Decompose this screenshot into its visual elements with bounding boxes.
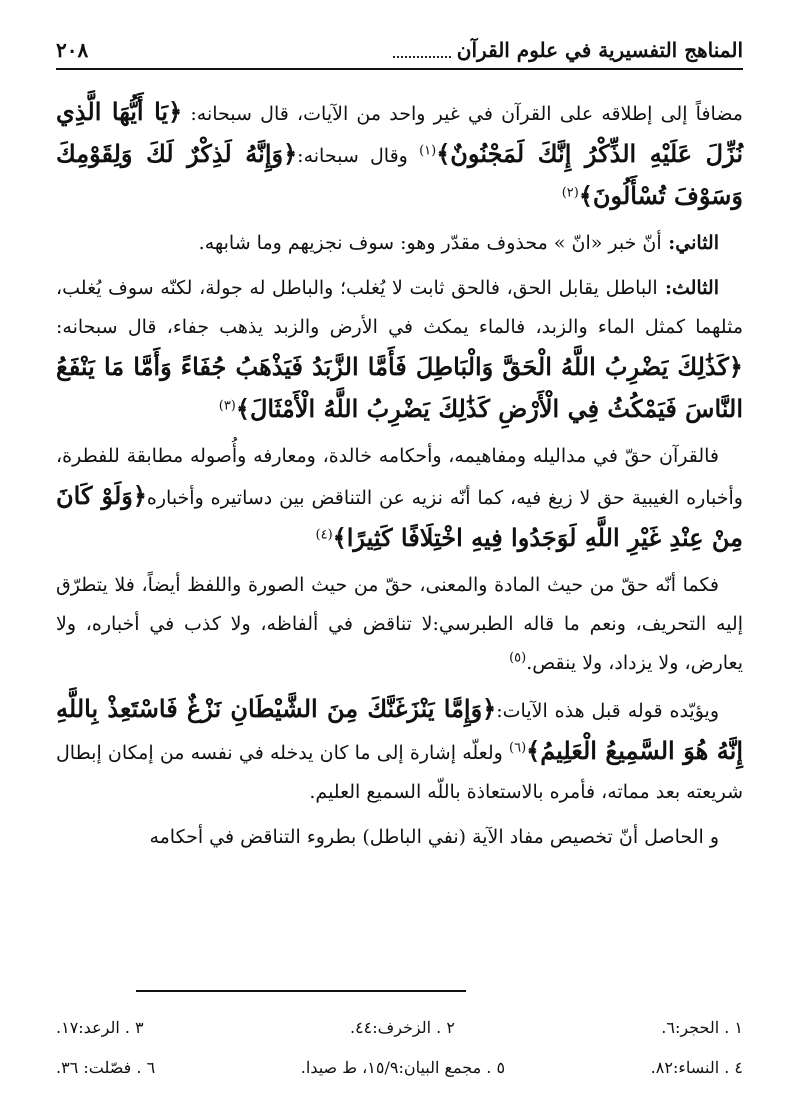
paragraph-text: فالقرآن حقّ في مداليله ومفاهيمه، وأحكامه خالدة، ومعارفه وأُصوله مطابقة للفطرة، وأخباره الغيبية حق لا زيغ فيه، كما أنّه نزيه عن التناقض بين دساتيره وأخباره xyxy=(56,445,743,509)
footnote-separator xyxy=(136,990,466,992)
paragraph-7 xyxy=(56,818,743,857)
quran-verse: ﴿وَلَوْ كَانَ مِنْ عِنْدِ غَيْرِ اللَّهِ لَوَجَدُوا فِيهِ اخْتِلَافًا كَثِيرًا﴾ xyxy=(56,481,743,552)
page-number: ٢٠٨ xyxy=(56,38,89,62)
footnote-ref: (٦) xyxy=(509,740,527,756)
page-header xyxy=(56,30,743,70)
footnote-2: ٢ . الزخرف:٤٤. xyxy=(349,1018,455,1037)
paragraph-3 xyxy=(56,269,743,431)
paragraph-2 xyxy=(56,224,743,263)
footnote-3: ٣ . الرعد:١٧. xyxy=(56,1018,144,1037)
paragraph-6 xyxy=(56,689,743,812)
footnote-ref: (٤) xyxy=(315,527,333,543)
footnote-1: ١ . الحجر:٦. xyxy=(661,1018,743,1037)
footnote-ref: (١) xyxy=(419,143,437,159)
paragraph-text: مضافاً إلى إطلاقه على القرآن في غير واحد من الآيات، قال سبحانه: xyxy=(182,103,743,125)
footnotes xyxy=(56,1008,743,1088)
footnote-ref: (٥) xyxy=(509,650,527,666)
paragraph-text: ويؤيّده قوله قبل هذه الآيات: xyxy=(496,700,719,722)
running-header xyxy=(387,36,743,64)
footnote-ref: (٢) xyxy=(561,185,579,201)
point-label: الثاني: xyxy=(661,232,719,254)
footnote-4: ٤ . النساء:٨٢. xyxy=(650,1058,743,1077)
paragraph-5 xyxy=(56,566,743,683)
quran-verse: ﴿يَا أَيُّهَا الَّذِي نُزِّلَ عَلَيْهِ الذِّكْرُ إِنَّكَ لَمَجْنُونٌ﴾ xyxy=(56,97,744,168)
paragraph-text: ولعلّه إشارة إلى ما كان يدخله في نفسه من إمكان إبطال شريعته بعد مماته، فأمره بالاستعاذة باللّه السميع العليم. xyxy=(56,742,743,803)
quran-verse: ﴿كَذَٰلِكَ يَضْرِبُ اللَّهُ الْحَقَّ وَالْبَاطِلَ فَأَمَّا الزَّبَدُ فَيَذْهَبُ جُفَاءً وَأَمَّا مَا يَنْفَعُ النَّاسَ فَيَمْكُثُ فِي الْأَرْضِ كَذَٰلِكَ يَضْرِبُ اللَّهُ الْأَمْثَالَ﴾ xyxy=(56,352,743,423)
page-body xyxy=(56,92,743,863)
paragraph-1 xyxy=(56,92,743,218)
paragraph-text: أنّ خبر «انّ » محذوف مقدّر وهو: سوف نجزيهم وما شابهه. xyxy=(198,232,662,254)
paragraph-text: الباطل يقابل الحق، فالحق ثابت لا يُغلب؛ والباطل له جولة، لكنّه سوف يُغلب، مثلهما كمثل الماء والزبد، فالماء يمكث في الأرض والزبد يذهب جفاء، قال سبحانه: xyxy=(56,277,743,338)
paragraph-text: فكما أنّه حقّ من حيث المادة والمعنى، حقّ من حيث الصورة واللفظ أيضاً، فلا يتطرّق إليه التحريف، ونعم ما قاله الطبرسي:لا تناقض في ألفاظه، ولا كذب في أخباره، ولا يعارض، ولا يزداد، ولا ينقص. xyxy=(56,574,743,674)
paragraph-text: وقال سبحانه: xyxy=(297,145,420,167)
point-label: الثالث: xyxy=(657,277,719,299)
footnote-row xyxy=(56,1048,743,1088)
footnote-row xyxy=(56,1008,743,1048)
book-page xyxy=(56,0,743,1112)
paragraph-4 xyxy=(56,437,743,560)
header-leader-dots xyxy=(393,42,451,58)
footnote-ref: (٣) xyxy=(218,398,236,414)
running-title: المناهج التفسيرية في علوم القرآن xyxy=(456,38,743,62)
quran-verse: ﴿وَإِنَّهُ لَذِكْرٌ لَكَ وَلِقَوْمِكَ وَسَوْفَ تُسْأَلُونَ﴾ xyxy=(56,139,743,210)
footnote-6: ٦ . فصّلت: ٣٦. xyxy=(56,1058,156,1077)
footnote-5: ٥ . مجمع البيان:١٥/٩، ط صيدا. xyxy=(300,1058,506,1077)
quran-verse: ﴿وَإِمَّا يَنْزَغَنَّكَ مِنَ الشَّيْطَانِ نَزْغٌ فَاسْتَعِذْ بِاللَّهِ إِنَّهُ هُوَ السَّمِيعُ الْعَلِيمُ﴾ xyxy=(56,694,743,765)
paragraph-text: و الحاصل أنّ تخصيص مفاد الآية (نفي الباطل) بطروء التناقض في أحكامه xyxy=(149,826,719,848)
